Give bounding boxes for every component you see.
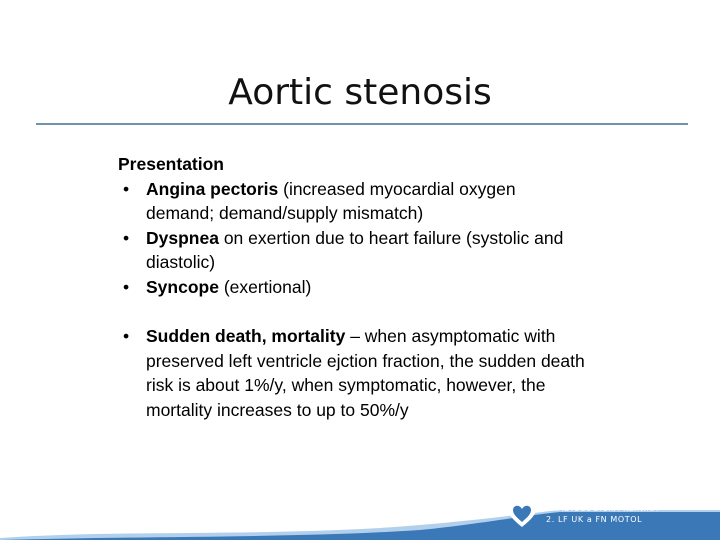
bullet-marker: • <box>123 276 130 297</box>
title-divider <box>36 123 688 125</box>
bullet-text: (increased myocardial oxygen demand; demand/supply mismatch) <box>146 178 516 223</box>
bullet-text: – when asymptomatic with preserved left ventricle ejction fraction, the sudden death risk is about 1%/y, when symptomatic, however, the mortality increases to up to 50%/y <box>146 326 585 420</box>
section-heading: Presentation <box>118 154 224 174</box>
bullet-term: Angina pectoris <box>146 178 279 199</box>
bullet-text: on exertion due to heart failure (systolic and diastolic) <box>146 227 564 272</box>
bullet-marker: • <box>123 227 130 248</box>
clinic-name-line2: 2. LF UK a FN MOTOL <box>546 515 643 524</box>
mortality-list <box>118 324 588 422</box>
bullet-text: (exertional) <box>218 276 312 297</box>
slide-body <box>118 152 588 422</box>
clinic-name <box>546 503 658 525</box>
list-item <box>118 324 588 422</box>
clinic-name-line1: KARDIOLOGICKÁ KLINIKA <box>546 504 659 513</box>
list-item <box>118 275 588 300</box>
bullet-marker: • <box>123 178 130 199</box>
clinic-logo <box>506 496 716 536</box>
list-item <box>118 226 588 275</box>
bullet-term: Dyspnea <box>146 227 219 248</box>
presentation-list <box>118 177 588 300</box>
heart-icon <box>506 498 538 530</box>
bullet-term: Sudden death, mortality <box>146 326 346 346</box>
list-item <box>118 177 588 226</box>
bullet-marker: • <box>123 326 130 346</box>
slide-title: Aortic stenosis <box>228 72 492 113</box>
bullet-term: Syncope <box>146 276 219 297</box>
